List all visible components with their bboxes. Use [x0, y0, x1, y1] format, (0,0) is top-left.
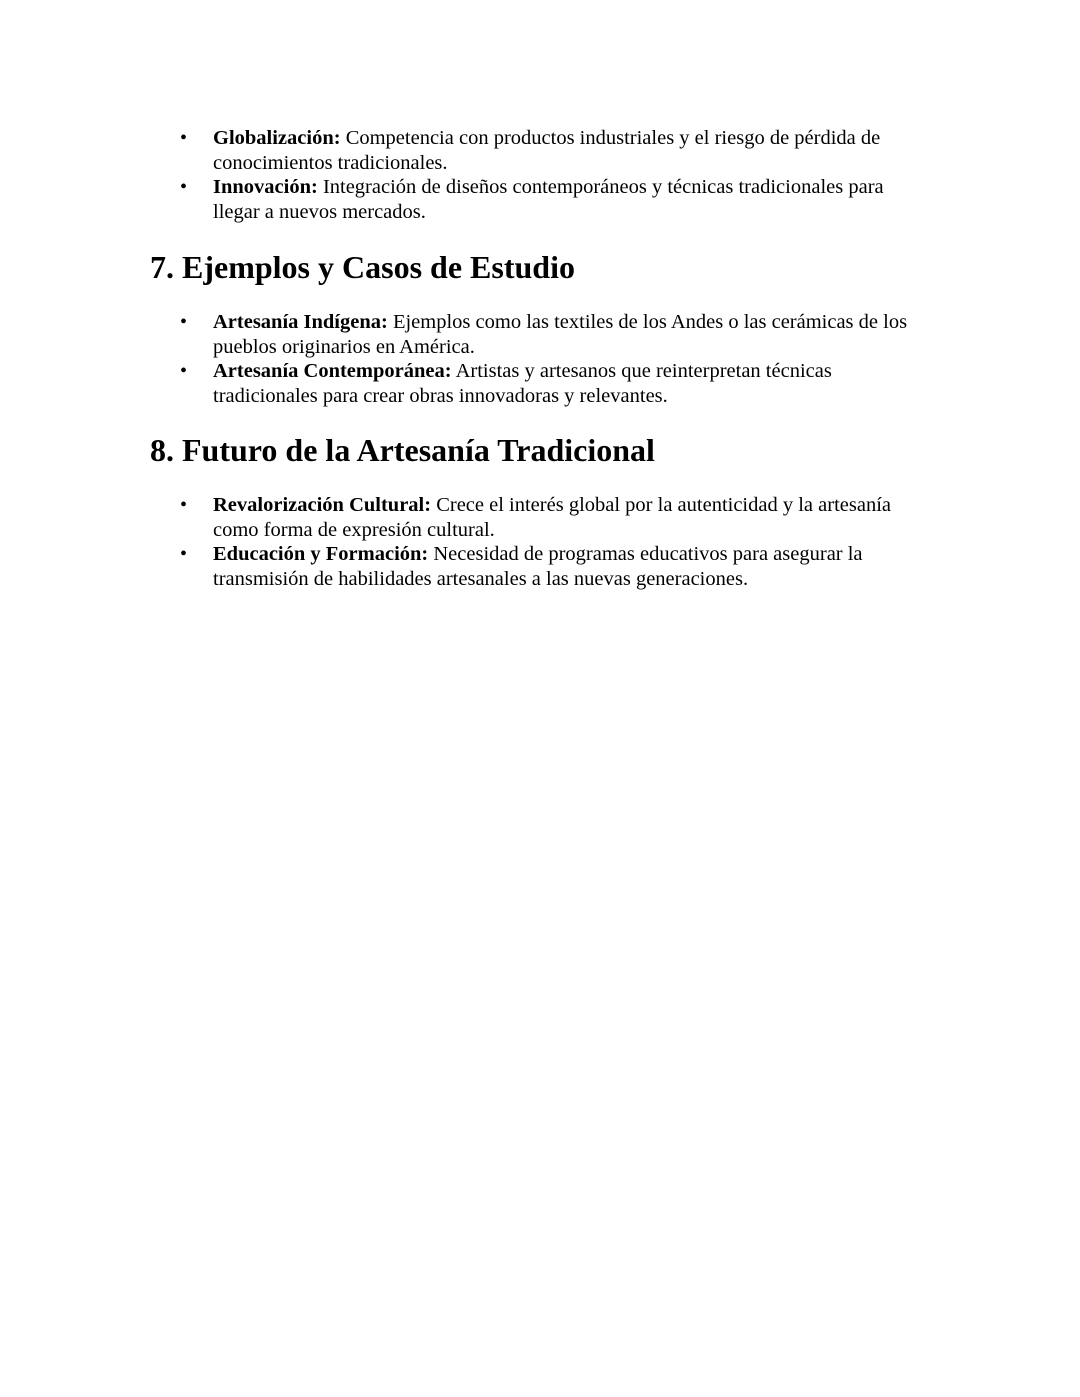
- list-item: [0, 175, 923, 224]
- item-term: Educación y Formación:: [213, 543, 429, 565]
- list-item: [0, 310, 923, 359]
- item-term: Globalización:: [213, 127, 341, 149]
- item-text: Necesidad de programas educativos para asegurar la transmisión de habilidades artesanales a las nuevas generaciones.: [213, 543, 863, 590]
- item-text: Artistas y artesanos que reinterpretan técnicas tradicionales para crear obras innovadoras y relevantes.: [213, 360, 832, 407]
- item-text: Competencia con productos industriales y el riesgo de pérdida de conocimientos tradicionales.: [213, 127, 881, 174]
- list-item: [0, 542, 923, 591]
- bullet-icon: •: [180, 311, 188, 333]
- item-term: Revalorización Cultural:: [213, 494, 432, 516]
- bullet-icon: •: [180, 127, 188, 149]
- item-text: Integración de diseños contemporáneos y técnicas tradicionales para llegar a nuevos mercados.: [213, 176, 884, 223]
- section-heading-8: 8. Futuro de la Artesanía Tradicional: [150, 432, 655, 468]
- item-term: Artesanía Indígena:: [213, 311, 388, 333]
- section-heading-7: 7. Ejemplos y Casos de Estudio: [150, 249, 575, 285]
- list-item: [0, 359, 923, 408]
- future-list: [0, 493, 1080, 591]
- examples-list: [0, 310, 1080, 408]
- item-term: Innovación:: [213, 176, 318, 198]
- item-text: Crece el interés global por la autenticidad y la artesanía como forma de expresión cultural.: [213, 494, 891, 541]
- bullet-icon: •: [180, 360, 188, 382]
- bullet-icon: •: [180, 494, 188, 516]
- list-item: [0, 126, 923, 175]
- challenges-list: [0, 126, 1080, 224]
- bullet-icon: •: [180, 543, 188, 565]
- item-text: Ejemplos como las textiles de los Andes o las cerámicas de los pueblos originarios en América.: [213, 311, 908, 358]
- item-term: Artesanía Contemporánea:: [213, 360, 452, 382]
- list-item: [0, 493, 923, 542]
- bullet-icon: •: [180, 176, 188, 198]
